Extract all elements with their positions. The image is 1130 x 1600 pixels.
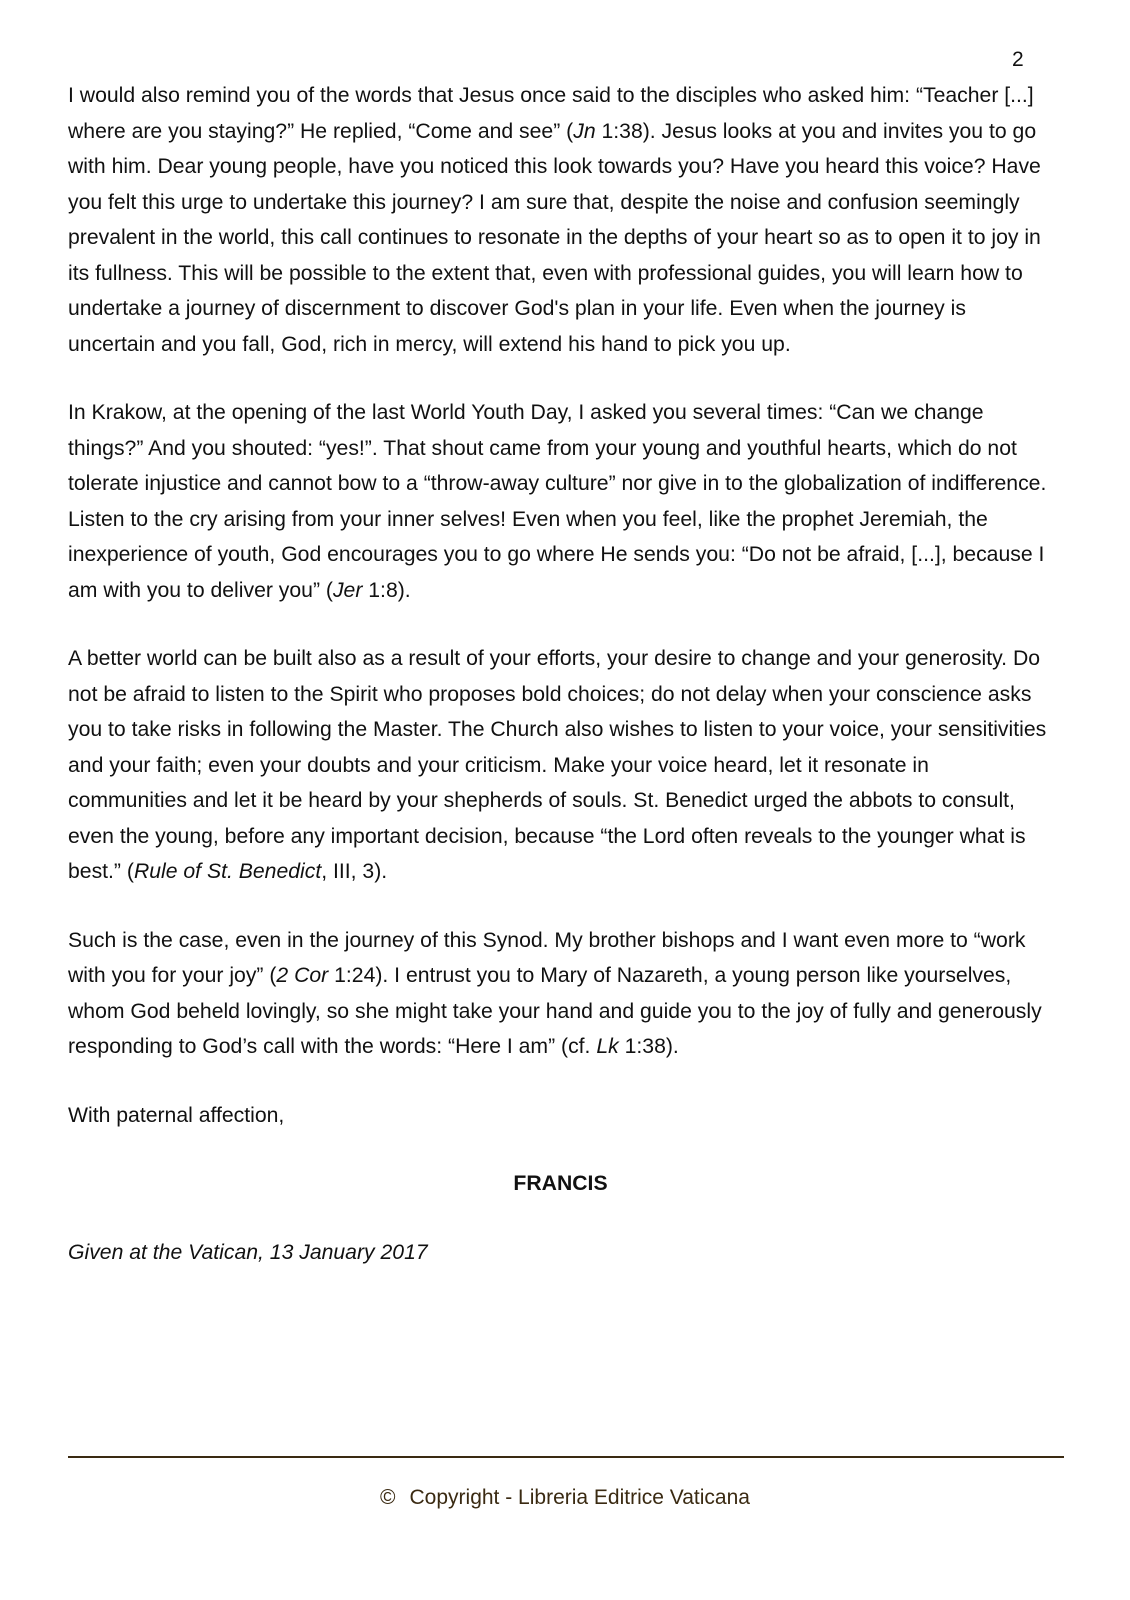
body-paragraph bbox=[68, 395, 1053, 608]
copyright-icon: © bbox=[380, 1486, 396, 1509]
paragraphs-container bbox=[68, 78, 1053, 1065]
paragraph-text: A better world can be built also as a result of your efforts, your desire to change and your generosity. Do not be afraid to listen to the Spirit who proposes bold choices; do not delay when your conscience asks you to take risks in following the Master. The Church also wishes to listen to your voice, your sensitivities and your faith; even your doubts and your criticism. Make your voice heard, let it resonate in communities and let it be heard by your shepherds of souls. St. Benedict urged the abbots to consult, even the young, before any important decision, because “the Lord often reveals to the younger what is best.” ( bbox=[68, 647, 1047, 883]
citation-reference: Jer bbox=[332, 578, 363, 602]
citation-reference: Lk bbox=[596, 1035, 619, 1058]
page-number: 2 bbox=[1012, 48, 1024, 71]
citation-reference: 2 Cor bbox=[276, 964, 329, 987]
signature: FRANCIS bbox=[513, 1172, 608, 1195]
body-paragraph bbox=[68, 641, 1053, 890]
closing-line: With paternal affection, bbox=[68, 1103, 285, 1127]
letter-body bbox=[68, 78, 1053, 1303]
footer-divider bbox=[68, 1456, 1064, 1458]
footer bbox=[0, 1486, 1130, 1510]
body-paragraph bbox=[68, 923, 1053, 1065]
paragraph-text: , III, 3). bbox=[321, 860, 388, 883]
body-paragraph bbox=[68, 78, 1053, 362]
citation-reference: Jn bbox=[573, 119, 596, 143]
paragraph-text: 1:38). Jesus looks at you and invites you to go with him. Dear young people, have you noticed this look towards you? Have you heard this voice? Have you felt this urge to undertake this journey? I am sure that, despite the noise and confusion seemingly prevalent in the world, this call continues to resonate in the depths of your heart so as to open it to joy in its fullness. This will be possible to the extent that, even with professional guides, you will learn how to undertake a journey of discernment to discover God's plan in your life. Even when the journey is uncertain and you fall, God, rich in mercy, will extend his hand to pick you up. bbox=[68, 119, 1041, 356]
paragraph-text: 1:24). I entrust you to Mary of Nazareth, a young person like yourselves, whom God beheld lovingly, so she might take your hand and guide you to the joy of fully and generously responding to God’s call with the words: “Here I am” (cf. bbox=[68, 964, 1042, 1058]
paragraph-text: I would also remind you of the words that Jesus once said to the disciples who asked him: “Teacher [...] where are you staying?” He replied, “Come and see” ( bbox=[68, 84, 1034, 143]
paragraph-text: In Krakow, at the opening of the last World Youth Day, I asked you several times: “Can we change things?” And you shouted: “yes!”. That shout came from your young and youthful hearts, which do not tolerate injustice and cannot bow to a “throw-away culture” nor give in to the globalization of indifference. Listen to the cry arising from your inner selves! Even when you feel, like the prophet Jeremiah, the inexperience of youth, God encourages you to go where He sends you: “Do not be afraid, [...], because I am with you to deliver you” ( bbox=[68, 401, 1047, 602]
paragraph-text: Such is the case, even in the journey of this Synod. My brother bishops and I want even more to “work with you for your joy” ( bbox=[68, 928, 1026, 987]
date-line: Given at the Vatican, 13 January 2017 bbox=[68, 1240, 428, 1264]
paragraph-text: 1:8). bbox=[362, 578, 411, 602]
paragraph-text: 1:38). bbox=[618, 1035, 679, 1058]
copyright-text: Copyright - Libreria Editrice Vaticana bbox=[409, 1486, 750, 1509]
citation-reference: Rule of St. Benedict bbox=[133, 860, 322, 883]
